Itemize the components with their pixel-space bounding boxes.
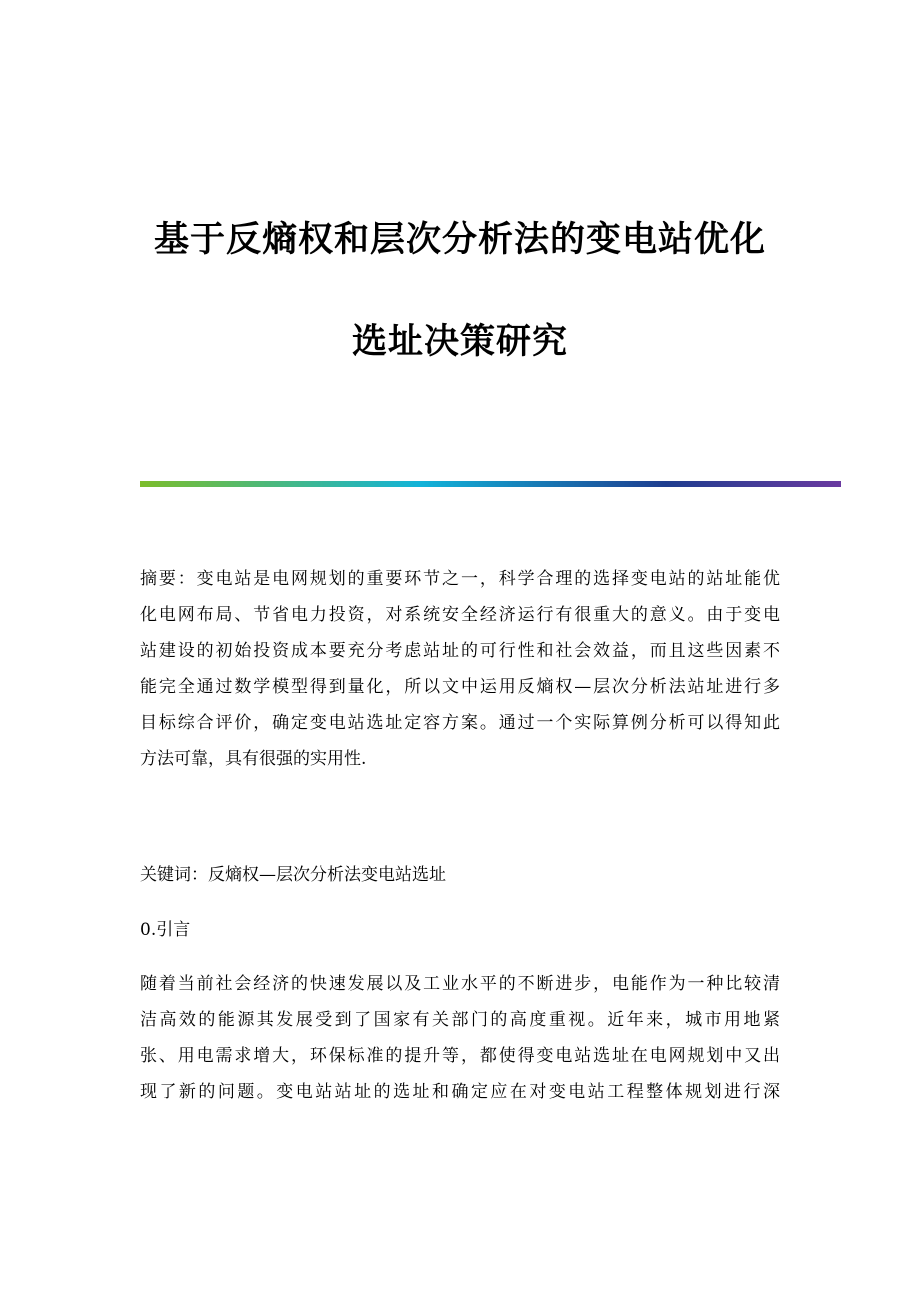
keywords [140,857,780,893]
section-heading-text: 0.引言 [140,920,191,940]
intro-line: 洁高效的能源其发展受到了国家有关部门的高度重视。近年来，城市用地紧 [140,1010,780,1030]
abstract-line: 化电网布局、节省电力投资，对系统安全经济运行有很重大的意义。由于变电 [140,605,780,625]
abstract-line: 摘要：变电站是电网规划的重要环节之一，科学合理的选择变电站的站址能优 [140,569,780,589]
abstract-line: 能完全通过数学模型得到量化，所以文中运用反熵权—层次分析法站址进行多 [140,677,780,697]
section-heading [140,912,780,948]
intro-line: 张、用电需求增大，环保标准的提升等，都使得变电站选址在电网规划中又出 [140,1046,780,1066]
intro-paragraph [140,966,780,1110]
title-line-1: 基于反熵权和层次分析法的变电站优化 [153,220,766,260]
abstract [140,561,780,777]
gradient-divider [140,481,841,487]
intro-line: 随着当前社会经济的快速发展以及工业水平的不断进步，电能作为一种比较清 [140,974,780,994]
abstract-line: 站建设的初始投资成本要充分考虑站址的可行性和社会效益，而且这些因素不 [140,641,780,661]
abstract-line: 方法可靠，具有很强的实用性. [140,749,367,769]
keywords-text: 关键词：反熵权—层次分析法变电站选址 [140,865,446,885]
intro-line: 现了新的问题。变电站站址的选址和确定应在对变电站工程整体规划进行深 [140,1082,780,1102]
abstract-line: 目标综合评价，确定变电站选址定容方案。通过一个实际算例分析可以得知此 [140,713,780,733]
title-line-2: 选址决策研究 [351,322,568,362]
